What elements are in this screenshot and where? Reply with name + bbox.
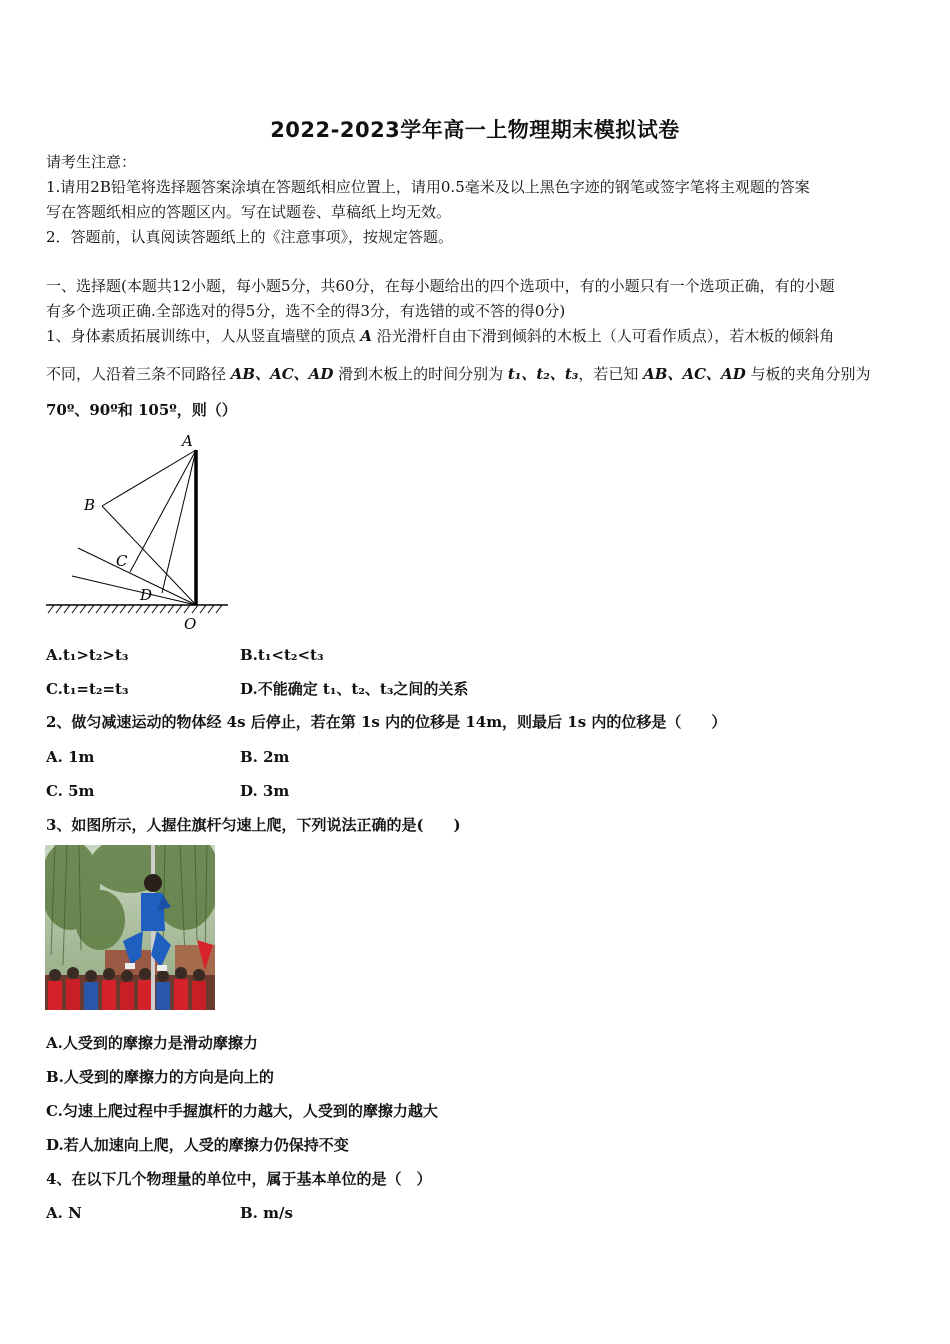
q1-point-a: A bbox=[360, 327, 372, 345]
q1-stem-line-2 bbox=[46, 364, 908, 384]
notice-item-1-line-1: 1.请用2B铅笔将选择题答案涂填在答题纸相应位置上，请用0.5毫米及以上黑色字迹的钢笔或签字笔将主观题的答案 bbox=[46, 178, 810, 196]
label-b: B bbox=[84, 496, 96, 514]
rod-ac bbox=[130, 450, 196, 572]
q2-option-b: B. 2m bbox=[240, 748, 290, 766]
q4-option-a: A. N bbox=[46, 1204, 82, 1222]
q2-option-c: C. 5m bbox=[46, 782, 95, 800]
notice-item-1-line-2: 写在答题纸相应的答题区内。写在试题卷、草稿纸上均无效。 bbox=[46, 203, 452, 221]
q1-option-d: D.不能确定 t₁、t₂、t₃之间的关系 bbox=[240, 680, 469, 698]
q3-photo-flagpole-climber bbox=[45, 845, 215, 1010]
rod-ab bbox=[102, 450, 196, 506]
q3-option-b: B.人受到的摩擦力的方向是向上的 bbox=[46, 1068, 274, 1086]
q3-stem: 3、如图所示，人握住旗杆匀速上爬，下列说法正确的是( ) bbox=[46, 816, 461, 834]
label-a: A bbox=[182, 432, 193, 450]
q1-paths: AB、AC、AD bbox=[230, 365, 334, 383]
page-title: 2022-2023学年高一上物理期末模拟试卷 bbox=[270, 118, 680, 142]
section-1-line-1: 一、选择题(本题共12小题，每小题5分，共60分，在每小题给出的四个选项中，有的小题只有一个选项正确，有的小题 bbox=[46, 277, 835, 295]
board-line-d bbox=[72, 576, 196, 605]
label-o: O bbox=[184, 615, 197, 633]
q2-stem: 2、做匀减速运动的物体经 4s 后停止，若在第 1s 内的位移是 14m，则最后 1s 内的位移是（ ） bbox=[46, 713, 727, 731]
q4-stem: 4、在以下几个物理量的单位中，属于基本单位的是（ ） bbox=[46, 1170, 432, 1188]
q1-option-c: C.t₁=t₂=t₃ bbox=[46, 680, 129, 698]
label-c: C bbox=[116, 552, 128, 570]
q3-option-d: D.若人加速向上爬，人受的摩擦力仍保持不变 bbox=[46, 1136, 349, 1154]
q1-stem-line-3: 70º、90º和 105º，则（） bbox=[46, 401, 237, 419]
q1-stem-line-1 bbox=[46, 326, 908, 346]
q4-option-b: B. m/s bbox=[240, 1204, 293, 1222]
board-line-c bbox=[78, 548, 196, 605]
q2-option-a: A. 1m bbox=[46, 748, 95, 766]
q1-text: 滑到木板上的时间分别为 bbox=[333, 365, 508, 383]
q1-figure-slides bbox=[40, 430, 240, 635]
ground-hatch bbox=[48, 605, 222, 613]
q1-times: t₁、t₂、t₃ bbox=[507, 365, 579, 383]
q1-text: 不同，人沿着三条不同路径 bbox=[46, 365, 231, 383]
label-d: D bbox=[140, 586, 153, 604]
q3-option-c: C.匀速上爬过程中手握旗杆的力越大，人受到的摩擦力越大 bbox=[46, 1102, 438, 1120]
notice-item-2: 2．答题前，认真阅读答题纸上的《注意事项》，按规定答题。 bbox=[46, 228, 454, 246]
q1-text: 沿光滑杆自由下滑到倾斜的木板上（人可看作质点），若木板的倾斜角 bbox=[371, 327, 835, 345]
q1-paths: AB、AC、AD bbox=[643, 365, 746, 383]
q3-option-a: A.人受到的摩擦力是滑动摩擦力 bbox=[46, 1034, 258, 1052]
rod-ad bbox=[162, 450, 196, 593]
q1-option-a: A.t₁>t₂>t₃ bbox=[46, 646, 129, 664]
q1-text: ，若已知 bbox=[578, 365, 644, 383]
section-1-line-2: 有多个选项正确.全部选对的得5分，选不全的得3分，有选错的或不答的得0分) bbox=[46, 302, 566, 320]
q1-text: 与板的夹角分别为 bbox=[745, 365, 871, 383]
notice-heading: 请考生注意： bbox=[46, 153, 137, 171]
q3-photo-drawing bbox=[45, 845, 215, 1010]
q2-option-d: D. 3m bbox=[240, 782, 290, 800]
q1-text: 1、身体素质拓展训练中，人从竖直墙壁的顶点 bbox=[46, 327, 361, 345]
q1-option-b: B.t₁<t₂<t₃ bbox=[240, 646, 324, 664]
